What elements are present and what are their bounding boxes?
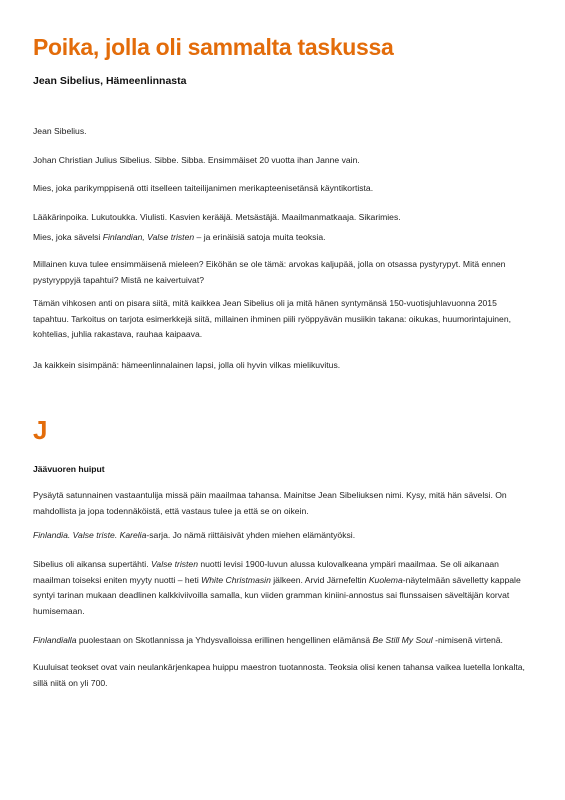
intro-paragraph-2: Johan Christian Julius Sibelius. Sibbe. Sibba. Ensimmäiset 20 vuotta ihan Janne vain. [33, 155, 360, 165]
section-paragraph-4 [33, 633, 533, 649]
intro-paragraph-5-text-a: Mies, joka sävelsi [33, 232, 103, 242]
section-paragraph-3-work-1: Valse tristen [151, 559, 198, 569]
intro-paragraph-3: Mies, joka parikymppisenä otti itselleen taiteilijanimen merikapteenisetänsä käyntikortista. [33, 183, 374, 193]
section-paragraph-4-work-1: Finlandialla [33, 635, 77, 645]
section-paragraph-1: Pysäytä satunnainen vastaantulija missä päin maailmaa tahansa. Mainitse Jean Sibeliuksen nimi. Kysy, mitä hän sävelsi. On mahdollista ja jopa todennäköistä, että vastaus tulee ja että se on oikein. [33, 490, 507, 516]
section-paragraph-2-text: -sarja. Jo nämä riittäisivät yhden miehen elämäntyöksi. [146, 530, 356, 540]
section-heading: Jäävuoren huiput [33, 464, 105, 474]
section-paragraph-4-work-2: Be Still My Soul [372, 635, 433, 645]
intro-paragraph-8: Ja kaikkein sisimpänä: hämeenlinnalainen lapsi, jolla oli hyvin vilkas mielikuvitus. [33, 360, 341, 370]
section-paragraph-3-text-a: Sibelius oli aikansa supertähti. [33, 559, 151, 569]
section-paragraph-3-text-b: nuotti levisi 1900-luvun alussa kulovalkeana ympäri maailmaa. Se oli aikanaan maailman toiseksi eniten myyty nuotti – heti [33, 559, 499, 585]
section-paragraph-3-work-3: Kuolema [368, 574, 403, 585]
section-paragraph-3-work-2: White Christmasin [201, 574, 271, 585]
section-paragraph-3-text-c: jälkeen. Arvid Järnefeltin [270, 574, 369, 585]
intro-paragraph-4: Lääkärinpoika. Lukutoukka. Viulisti. Kasvien kerääjä. Metsästäjä. Maailmanmatkaaja. Sikarimies. [33, 212, 401, 222]
section-paragraph-4-text-c: -nimisenä virtenä. [432, 635, 503, 645]
intro-paragraph-5 [33, 230, 533, 246]
section-paragraph-2-works: Finlandia. Valse triste. Karelia [33, 530, 147, 540]
section-initial-letter: J [33, 415, 48, 445]
section-paragraph-2 [33, 528, 533, 544]
intro-paragraph-7: Tämän vihkosen anti on pisara siitä, mitä kaikkea Jean Sibelius oli ja mitä hänen syntymänsä 150-vuotisjuhlavuonna 2015 tapahtuu. Tarkoitus on tarjota esimerkkejä siitä, millainen ihminen piili ryöppyävän musiikin takana: oikukas, huumorintajuinen, kohtelias, juhlia rakastava, rauhaa kaipaava. [33, 298, 511, 339]
intro-paragraph-5-works: Finlandian, Valse tristen [102, 232, 195, 242]
intro-paragraph-6: Millainen kuva tulee ensimmäisenä mieleen? Eiköhän se ole tämä: arvokas kaljupää, jolla on otsassa pystyrypyt. Mitä ennen pystyryppyjä tapahtui? Mistä ne kaivertuivat? [33, 259, 506, 285]
section-paragraph-3 [33, 557, 533, 619]
section-paragraph-3-text-d: -näytelmään sävelletty kappale syntyi tarinan mukaan deadlinen kalkkiviivoilla samalla, kun viiden gramman kiniini-annostus sai flunssaisen säveltäjän korvat humisemaan. [33, 574, 521, 616]
section-paragraph-4-text-b: puolestaan on Skotlannissa ja Yhdysvalloissa erillinen hengellinen elämänsä [76, 635, 373, 645]
section-paragraph-5: Kuuluisat teokset ovat vain neulankärjenkapea huippu maestron tuotannosta. Teoksia olisi kenen tahansa vaikea luetella lonkalta, sillä niitä on yli 700. [33, 662, 525, 688]
page-subtitle: Jean Sibelius, Hämeenlinnasta [33, 75, 187, 87]
intro-paragraph-1: Jean Sibelius. [33, 126, 87, 136]
intro-paragraph-5-text-b: – ja erinäisiä satoja muita teoksia. [194, 232, 326, 242]
page-title: Poika, jolla oli sammalta taskussa [33, 34, 394, 60]
